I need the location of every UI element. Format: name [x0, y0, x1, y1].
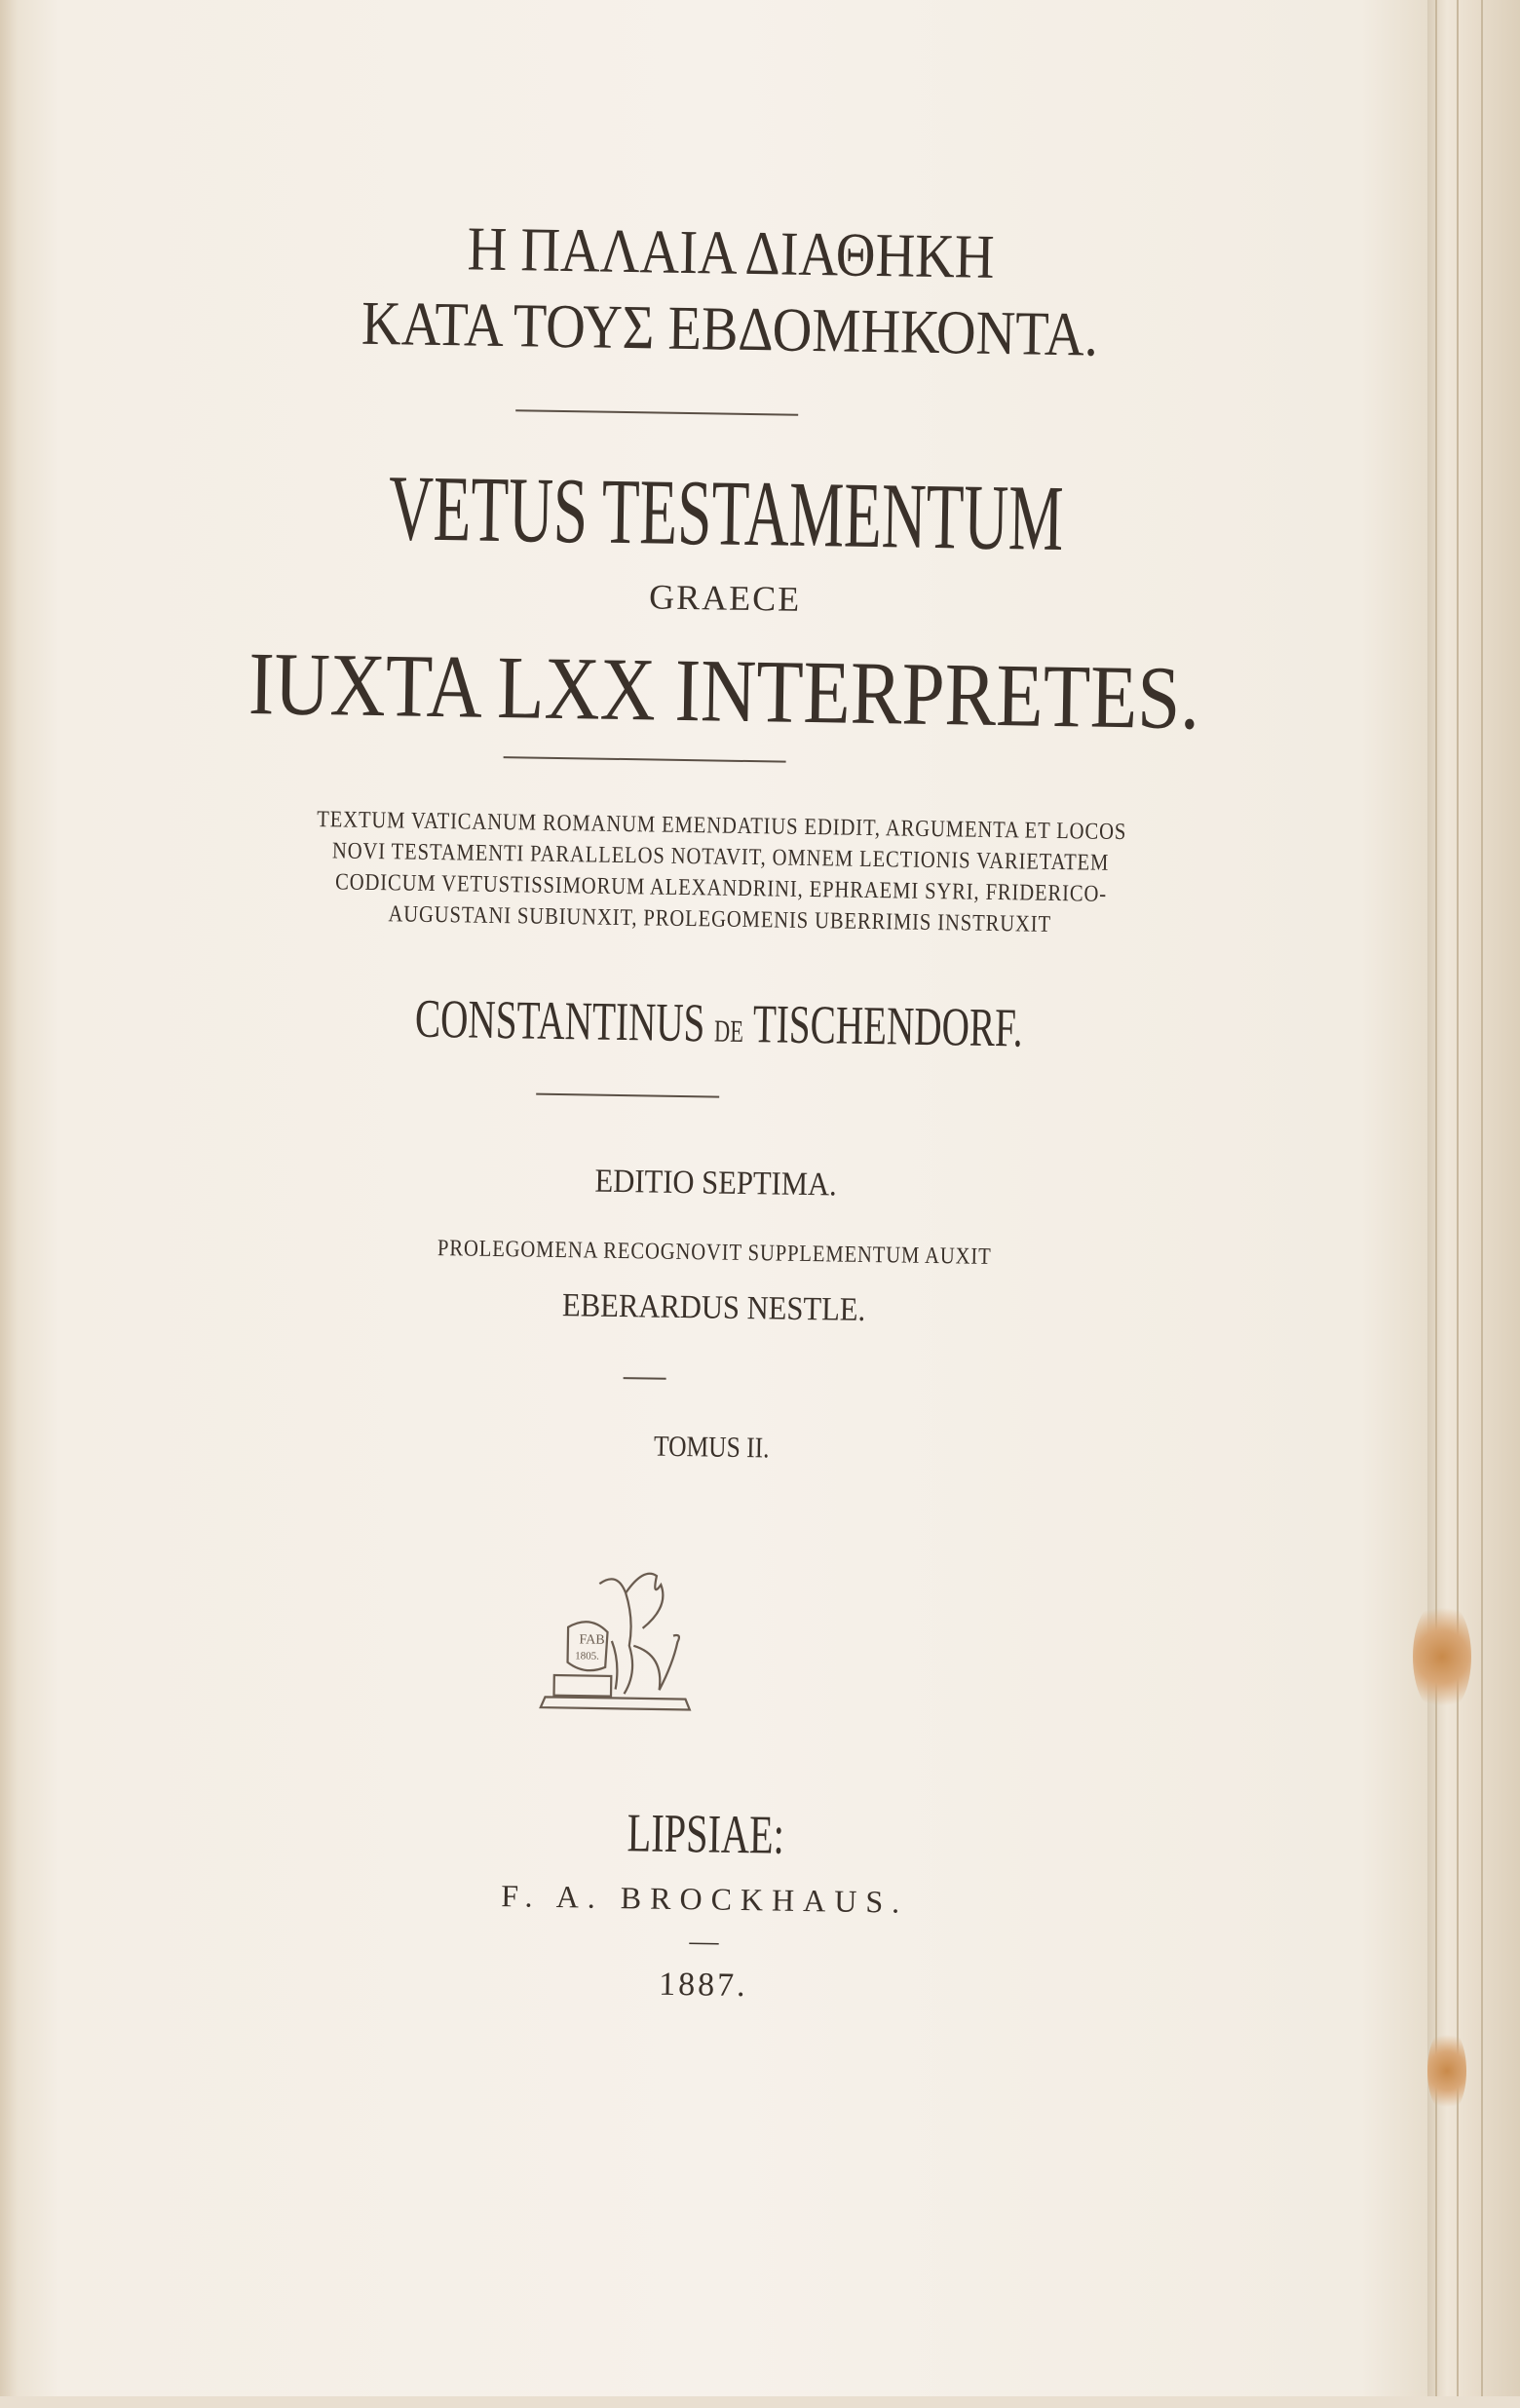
editor — [0, 1279, 1430, 1338]
graece-label — [9, 566, 1441, 630]
edition-text: EDITIO SEPTIMA. — [594, 1163, 838, 1204]
greek-title-text: ΚΑΤΑ ΤΟΥΣ ΕΒΔΟΜΗΚΟΝΤΑ. — [361, 287, 1098, 369]
description-text: TEXTUM VATICANUM ROMANUM EMENDATIUS EDIDIT, ARGUMENTA ET LOCOS — [316, 807, 1127, 846]
divider-rule — [504, 756, 786, 763]
author — [2, 981, 1435, 1066]
shield-year: 1805. — [575, 1650, 599, 1663]
volume — [0, 1420, 1428, 1475]
latin-title-text: VETUS TESTAMENTUM — [388, 455, 1065, 571]
editor-note — [0, 1229, 1431, 1278]
place-text: LIPSIAE: — [627, 1803, 785, 1866]
year-text: 1887. — [658, 1966, 748, 2005]
description-text: AUGUSTANI SUBIUNXIT, PROLEGOMENIS UBERRIMIS INSTRUXIT — [388, 901, 1052, 937]
publisher-text: F. A. BROCKHAUS. — [501, 1878, 909, 1920]
divider-rule — [515, 409, 798, 416]
divider-rule — [624, 1377, 666, 1380]
dash-text: — — [689, 1925, 719, 1958]
author-last-name: TISCHENDORF. — [751, 994, 1023, 1059]
latin-title — [10, 447, 1444, 578]
author-first-name: CONSTANTINUS — [414, 988, 705, 1054]
edition — [0, 1154, 1432, 1213]
divider-rule — [536, 1093, 719, 1098]
subtitle-text: IUXTA LXX INTERPRETES. — [247, 632, 1200, 748]
subtitle — [7, 628, 1440, 753]
volume-text: TOMUS II. — [653, 1430, 771, 1465]
description-text: NOVI TESTAMENTI PARALLELOS NOTAVIT, OMNEM LECTIONIS VARIETATEM — [332, 838, 1110, 876]
printer-mark-griffin-icon — [527, 1552, 705, 1731]
graece-text: GRAECE — [648, 577, 802, 619]
editor-note-text: PROLEGOMENA RECOGNOVIT SUPPLEMENTUM AUXIT — [437, 1236, 993, 1271]
place — [0, 1792, 1423, 1877]
foxing-stain — [1427, 2027, 1466, 2115]
description-text: CODICUM VETUSTISSIMORUM ALEXANDRINI, EPHRAEMI SYRI, FRIDERICO- — [334, 869, 1107, 907]
greek-title-text: Η ΠΑΛΑΙΑ ΔΙΑΘΗΚΗ — [466, 213, 995, 291]
author-particle: DE — [713, 1013, 743, 1049]
editor-text: EBERARDUS NESTLE. — [561, 1287, 866, 1328]
shield-text: FAB — [579, 1632, 605, 1648]
